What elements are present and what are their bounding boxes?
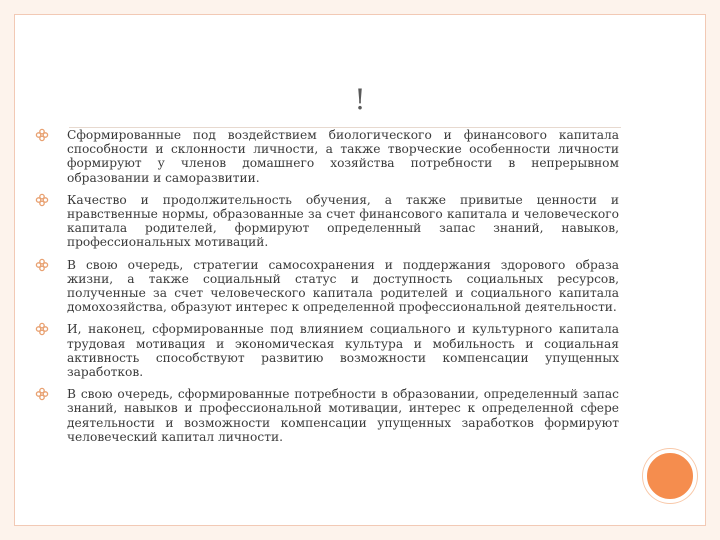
flower-bullet-icon bbox=[35, 322, 49, 336]
flower-bullet-icon bbox=[35, 258, 49, 272]
list-item-text: Качество и продолжительность обучения, а также привитые ценности и нравственные нормы, образованные за счет финансового капитала и человеческого капитала родителей, формируют определенный запас знаний, навыков, профессиональных мотиваций. bbox=[67, 192, 619, 250]
list-item bbox=[35, 258, 619, 315]
list-item-text: Сформированные под воздействием биологического и финансового капитала способности и склонности личности, а также творческие особенности личности формируют у членов домашнего хозяйства потребности в непрерывном образовании и саморазвитии. bbox=[67, 128, 619, 185]
flower-bullet-icon bbox=[35, 128, 49, 142]
list-item-text: И, наконец, сформированные под влиянием социального и культурного капитала трудовая мотивация и экономическая культура и мобильность и социальная активность способствуют развитию возможности компенсации упущенных заработков. bbox=[67, 322, 619, 380]
slide bbox=[14, 14, 706, 526]
list-item bbox=[35, 128, 619, 185]
list-item-text: В свою очередь, стратегии самосохранения и поддержания здорового образа жизни, а также социальный статус и доступность социальных ресурсов, полученные за счет человеческого капитала родителей и социального капитала домохозяйства, образуют интерес к определенной профессиональной деятельности. bbox=[67, 257, 619, 315]
list-item-text: В свою очередь, сформированные потребности в образовании, определенный запас знаний, навыков и профессиональной мотивации, интерес к определенной сфере деятельности и возможности компенсации упущенных заработков формируют человеческий капитал личности. bbox=[67, 387, 619, 444]
bullet-list bbox=[35, 128, 619, 452]
flower-bullet-icon bbox=[35, 387, 49, 401]
list-item bbox=[35, 193, 619, 250]
list-item bbox=[35, 322, 619, 379]
flower-bullet-icon bbox=[35, 193, 49, 207]
list-item bbox=[35, 387, 619, 444]
decorative-circle bbox=[643, 449, 697, 503]
slide-title: ! bbox=[354, 83, 366, 116]
